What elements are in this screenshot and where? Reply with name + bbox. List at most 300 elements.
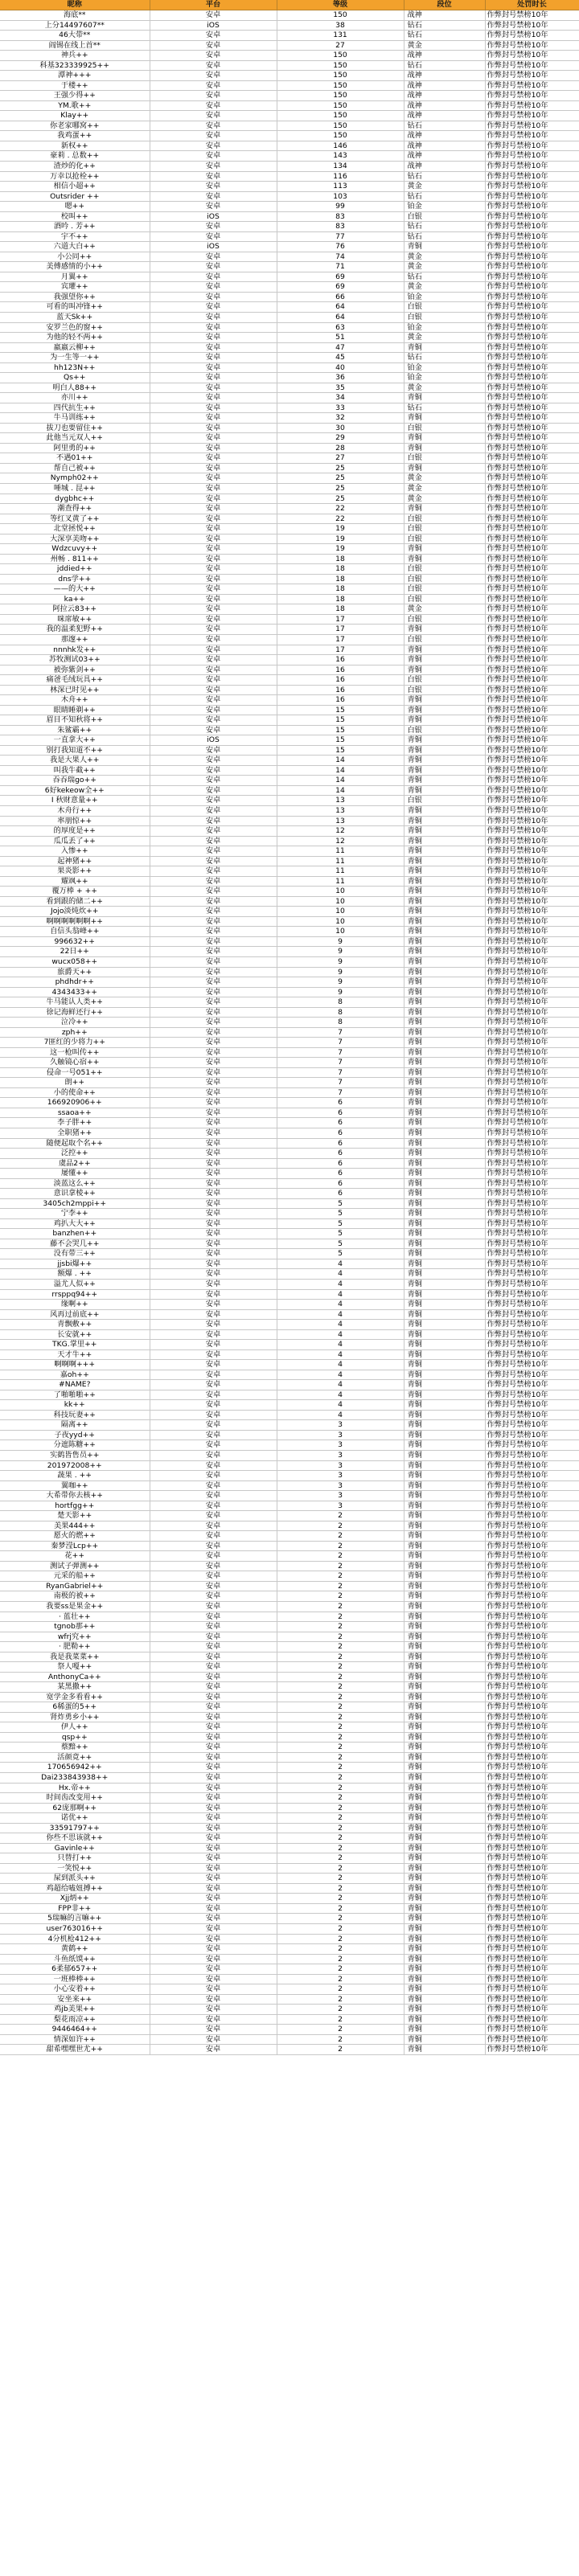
cell-level[interactable]: 2 bbox=[277, 1571, 404, 1582]
cell-penalty[interactable]: 作弊封号禁榜10年 bbox=[485, 1994, 579, 2005]
cell-level[interactable]: 4 bbox=[277, 1309, 404, 1320]
cell-level[interactable]: 2 bbox=[277, 1843, 404, 1853]
cell-platform[interactable]: iOS bbox=[150, 20, 277, 31]
cell-nickname[interactable]: 风再过前底++ bbox=[0, 1309, 150, 1320]
table-row[interactable] bbox=[0, 1158, 579, 1169]
cell-level[interactable]: 131 bbox=[277, 31, 404, 41]
cell-penalty[interactable]: 作弊封号禁榜10年 bbox=[485, 383, 579, 393]
cell-nickname[interactable]: 子夜yyd++ bbox=[0, 1430, 150, 1440]
cell-penalty[interactable]: 作弊封号禁榜10年 bbox=[485, 1702, 579, 1713]
cell-platform[interactable]: 安卓 bbox=[150, 816, 277, 826]
cell-level[interactable]: 3 bbox=[277, 1471, 404, 1481]
cell-rank[interactable]: 白银 bbox=[404, 302, 485, 313]
cell-rank[interactable]: 青铜 bbox=[404, 1823, 485, 1833]
cell-penalty[interactable]: 作弊封号禁榜10年 bbox=[485, 1551, 579, 1562]
cell-platform[interactable]: 安卓 bbox=[150, 655, 277, 666]
cell-rank[interactable]: 青铜 bbox=[404, 1209, 485, 1219]
cell-nickname[interactable]: 上分14497607** bbox=[0, 20, 150, 31]
cell-rank[interactable]: 黄金 bbox=[404, 473, 485, 484]
cell-nickname[interactable]: · 蓝壮++ bbox=[0, 1612, 150, 1622]
cell-penalty[interactable]: 作弊封号禁榜10年 bbox=[485, 705, 579, 715]
table-row[interactable] bbox=[0, 785, 579, 796]
cell-rank[interactable]: 钻石 bbox=[404, 272, 485, 282]
cell-penalty[interactable]: 作弊封号禁榜10年 bbox=[485, 816, 579, 826]
cell-level[interactable]: 2 bbox=[277, 2025, 404, 2035]
cell-rank[interactable]: 青铜 bbox=[404, 1410, 485, 1420]
cell-nickname[interactable]: 嘉oh++ bbox=[0, 1370, 150, 1380]
cell-penalty[interactable]: 作弊封号禁榜10年 bbox=[485, 1108, 579, 1118]
cell-rank[interactable]: 铂金 bbox=[404, 373, 485, 383]
cell-penalty[interactable]: 作弊封号禁榜10年 bbox=[485, 735, 579, 746]
cell-nickname[interactable]: 6好kekeow全++ bbox=[0, 785, 150, 796]
cell-rank[interactable]: 青铜 bbox=[404, 1138, 485, 1149]
cell-nickname[interactable]: 62庞那啊++ bbox=[0, 1803, 150, 1813]
cell-nickname[interactable]: 虞品2++ bbox=[0, 1158, 150, 1169]
cell-platform[interactable]: 安卓 bbox=[150, 1763, 277, 1773]
cell-nickname[interactable]: 宇不++ bbox=[0, 231, 150, 242]
cell-nickname[interactable]: 木舟++ bbox=[0, 695, 150, 706]
cell-level[interactable]: 6 bbox=[277, 1138, 404, 1149]
table-row[interactable] bbox=[0, 1370, 579, 1380]
cell-platform[interactable]: 安卓 bbox=[150, 453, 277, 464]
cell-nickname[interactable]: 拔刀也要留住++ bbox=[0, 423, 150, 433]
cell-level[interactable]: 45 bbox=[277, 353, 404, 363]
cell-nickname[interactable]: 那邃++ bbox=[0, 634, 150, 645]
cell-platform[interactable]: 安卓 bbox=[150, 1833, 277, 1844]
cell-rank[interactable]: 白银 bbox=[404, 594, 485, 604]
cell-penalty[interactable]: 作弊封号禁榜10年 bbox=[485, 231, 579, 242]
table-row[interactable] bbox=[0, 625, 579, 635]
cell-penalty[interactable]: 作弊封号禁榜10年 bbox=[485, 887, 579, 897]
cell-nickname[interactable]: 溢尤人似++ bbox=[0, 1279, 150, 1289]
cell-penalty[interactable]: 作弊封号禁榜10年 bbox=[485, 1269, 579, 1280]
cell-penalty[interactable]: 作弊封号禁榜10年 bbox=[485, 1601, 579, 1612]
cell-level[interactable]: 2 bbox=[277, 1903, 404, 1914]
cell-nickname[interactable]: RyanGabriel++ bbox=[0, 1581, 150, 1591]
cell-penalty[interactable]: 作弊封号禁榜10年 bbox=[485, 272, 579, 282]
cell-nickname[interactable]: 肾炸勇乡小++ bbox=[0, 1712, 150, 1722]
cell-penalty[interactable]: 作弊封号禁榜10年 bbox=[485, 927, 579, 937]
cell-penalty[interactable]: 作弊封号禁榜10年 bbox=[485, 1410, 579, 1420]
cell-nickname[interactable]: 嗯++ bbox=[0, 202, 150, 212]
cell-platform[interactable]: 安卓 bbox=[150, 856, 277, 866]
cell-platform[interactable]: 安卓 bbox=[150, 1471, 277, 1481]
cell-rank[interactable]: 青铜 bbox=[404, 1058, 485, 1068]
cell-level[interactable]: 4 bbox=[277, 1259, 404, 1269]
table-row[interactable] bbox=[0, 1763, 579, 1773]
cell-level[interactable]: 25 bbox=[277, 473, 404, 484]
cell-rank[interactable]: 青铜 bbox=[404, 1732, 485, 1743]
cell-platform[interactable]: 安卓 bbox=[150, 2014, 277, 2025]
table-row[interactable] bbox=[0, 1682, 579, 1693]
cell-nickname[interactable]: 梨花雨凉++ bbox=[0, 2014, 150, 2025]
cell-platform[interactable]: 安卓 bbox=[150, 705, 277, 715]
table-row[interactable] bbox=[0, 292, 579, 302]
cell-nickname[interactable]: 9446464++ bbox=[0, 2025, 150, 2035]
cell-platform[interactable]: 安卓 bbox=[150, 1541, 277, 1551]
table-row[interactable] bbox=[0, 191, 579, 202]
cell-penalty[interactable]: 作弊封号禁榜10年 bbox=[485, 604, 579, 615]
cell-platform[interactable]: 安卓 bbox=[150, 977, 277, 988]
cell-rank[interactable]: 青铜 bbox=[404, 544, 485, 555]
cell-platform[interactable]: 安卓 bbox=[150, 1914, 277, 1924]
cell-level[interactable]: 5 bbox=[277, 1249, 404, 1259]
cell-penalty[interactable]: 作弊封号禁榜10年 bbox=[485, 1078, 579, 1088]
table-row[interactable] bbox=[0, 373, 579, 383]
cell-rank[interactable]: 钻石 bbox=[404, 353, 485, 363]
cell-level[interactable]: 18 bbox=[277, 554, 404, 564]
cell-penalty[interactable]: 作弊封号禁榜10年 bbox=[485, 685, 579, 695]
cell-level[interactable]: 13 bbox=[277, 806, 404, 817]
cell-penalty[interactable]: 作弊封号禁榜10年 bbox=[485, 1591, 579, 1602]
cell-platform[interactable]: 安卓 bbox=[150, 907, 277, 917]
cell-penalty[interactable]: 作弊封号禁榜10年 bbox=[485, 292, 579, 302]
table-row[interactable] bbox=[0, 353, 579, 363]
cell-level[interactable]: 8 bbox=[277, 1018, 404, 1028]
table-row[interactable] bbox=[0, 695, 579, 706]
cell-nickname[interactable]: 蓝天Sk++ bbox=[0, 312, 150, 322]
cell-platform[interactable]: 安卓 bbox=[150, 604, 277, 615]
table-row[interactable] bbox=[0, 594, 579, 604]
table-row[interactable] bbox=[0, 544, 579, 555]
cell-nickname[interactable]: Outsrider ++ bbox=[0, 191, 150, 202]
cell-platform[interactable]: 安卓 bbox=[150, 1501, 277, 1511]
table-row[interactable] bbox=[0, 1581, 579, 1591]
cell-platform[interactable]: 安卓 bbox=[150, 51, 277, 61]
cell-level[interactable]: 63 bbox=[277, 322, 404, 333]
table-row[interactable] bbox=[0, 1521, 579, 1531]
table-row[interactable] bbox=[0, 40, 579, 51]
cell-level[interactable]: 4 bbox=[277, 1390, 404, 1400]
cell-rank[interactable]: 青铜 bbox=[404, 1803, 485, 1813]
table-row[interactable] bbox=[0, 665, 579, 675]
cell-penalty[interactable]: 作弊封号禁榜10年 bbox=[485, 1320, 579, 1330]
cell-rank[interactable]: 白银 bbox=[404, 584, 485, 595]
cell-platform[interactable]: 安卓 bbox=[150, 2034, 277, 2045]
cell-penalty[interactable]: 作弊封号禁榜10年 bbox=[485, 322, 579, 333]
cell-nickname[interactable]: 测试子弹测++ bbox=[0, 1561, 150, 1571]
table-row[interactable] bbox=[0, 1390, 579, 1400]
cell-rank[interactable]: 青铜 bbox=[404, 997, 485, 1008]
table-row[interactable] bbox=[0, 1018, 579, 1028]
cell-rank[interactable]: 青铜 bbox=[404, 1279, 485, 1289]
cell-platform[interactable]: 安卓 bbox=[150, 1430, 277, 1440]
cell-nickname[interactable]: 蔬果 . ++ bbox=[0, 1471, 150, 1481]
cell-nickname[interactable]: banzhen++ bbox=[0, 1229, 150, 1239]
cell-platform[interactable]: 安卓 bbox=[150, 887, 277, 897]
table-row[interactable] bbox=[0, 211, 579, 222]
cell-nickname[interactable]: 天才牛++ bbox=[0, 1349, 150, 1360]
cell-rank[interactable]: 战神 bbox=[404, 51, 485, 61]
cell-nickname[interactable]: 牛马训练++ bbox=[0, 413, 150, 424]
cell-level[interactable]: 10 bbox=[277, 896, 404, 907]
table-row[interactable] bbox=[0, 956, 579, 967]
table-row[interactable] bbox=[0, 1853, 579, 1864]
cell-penalty[interactable]: 作弊封号禁榜10年 bbox=[485, 1934, 579, 1944]
cell-platform[interactable]: 安卓 bbox=[150, 191, 277, 202]
cell-rank[interactable]: 青铜 bbox=[404, 695, 485, 706]
table-row[interactable] bbox=[0, 1551, 579, 1562]
cell-platform[interactable]: 安卓 bbox=[150, 947, 277, 957]
cell-rank[interactable]: 青铜 bbox=[404, 393, 485, 403]
table-row[interactable] bbox=[0, 1047, 579, 1058]
cell-platform[interactable]: 安卓 bbox=[150, 1410, 277, 1420]
cell-level[interactable]: 16 bbox=[277, 695, 404, 706]
cell-nickname[interactable]: 美傅感情的小++ bbox=[0, 262, 150, 272]
cell-penalty[interactable]: 作弊封号禁榜10年 bbox=[485, 1007, 579, 1018]
table-row[interactable] bbox=[0, 1451, 579, 1461]
table-row[interactable] bbox=[0, 1571, 579, 1582]
cell-platform[interactable]: 安卓 bbox=[150, 564, 277, 575]
cell-platform[interactable]: 安卓 bbox=[150, 1289, 277, 1300]
cell-level[interactable]: 51 bbox=[277, 333, 404, 343]
cell-rank[interactable]: 青铜 bbox=[404, 896, 485, 907]
cell-nickname[interactable]: 率朋惊++ bbox=[0, 816, 150, 826]
cell-nickname[interactable]: YM.歌++ bbox=[0, 100, 150, 111]
cell-nickname[interactable]: 此他当元双人++ bbox=[0, 433, 150, 444]
cell-platform[interactable]: 安卓 bbox=[150, 665, 277, 675]
cell-nickname[interactable]: Dai233843938++ bbox=[0, 1773, 150, 1784]
cell-nickname[interactable]: TKG.掌里++ bbox=[0, 1340, 150, 1350]
cell-rank[interactable]: 青铜 bbox=[404, 1702, 485, 1713]
cell-level[interactable]: 40 bbox=[277, 362, 404, 373]
cell-rank[interactable]: 青铜 bbox=[404, 1944, 485, 1955]
cell-rank[interactable]: 战神 bbox=[404, 131, 485, 141]
table-row[interactable] bbox=[0, 1672, 579, 1682]
cell-level[interactable]: 4 bbox=[277, 1410, 404, 1420]
cell-level[interactable]: 69 bbox=[277, 282, 404, 293]
cell-nickname[interactable]: 7匪红的少将力++ bbox=[0, 1038, 150, 1048]
cell-platform[interactable]: 安卓 bbox=[150, 1320, 277, 1330]
cell-nickname[interactable]: #NAME? bbox=[0, 1380, 150, 1390]
cell-penalty[interactable]: 作弊封号禁榜10年 bbox=[485, 1511, 579, 1521]
table-row[interactable] bbox=[0, 1883, 579, 1894]
cell-level[interactable]: 17 bbox=[277, 634, 404, 645]
cell-platform[interactable]: 安卓 bbox=[150, 1712, 277, 1722]
cell-penalty[interactable]: 作弊封号禁榜10年 bbox=[485, 614, 579, 625]
cell-level[interactable]: 6 bbox=[277, 1178, 404, 1189]
cell-penalty[interactable]: 作弊封号禁榜10年 bbox=[485, 1944, 579, 1955]
cell-level[interactable]: 3 bbox=[277, 1460, 404, 1471]
cell-rank[interactable]: 青铜 bbox=[404, 1229, 485, 1239]
cell-level[interactable]: 2 bbox=[277, 1783, 404, 1793]
cell-nickname[interactable]: Gavinle++ bbox=[0, 1843, 150, 1853]
cell-rank[interactable]: 白银 bbox=[404, 312, 485, 322]
cell-penalty[interactable]: 作弊封号禁榜10年 bbox=[485, 1480, 579, 1491]
cell-level[interactable]: 18 bbox=[277, 604, 404, 615]
cell-level[interactable]: 15 bbox=[277, 725, 404, 735]
cell-rank[interactable]: 黄金 bbox=[404, 604, 485, 615]
cell-nickname[interactable]: 潮查得++ bbox=[0, 504, 150, 514]
table-row[interactable] bbox=[0, 1954, 579, 1964]
cell-rank[interactable]: 战神 bbox=[404, 151, 485, 162]
table-row[interactable] bbox=[0, 51, 579, 61]
cell-level[interactable]: 14 bbox=[277, 785, 404, 796]
table-row[interactable] bbox=[0, 1732, 579, 1743]
cell-rank[interactable]: 青铜 bbox=[404, 554, 485, 564]
cell-level[interactable]: 19 bbox=[277, 524, 404, 534]
cell-penalty[interactable]: 作弊封号禁榜10年 bbox=[485, 1340, 579, 1350]
cell-platform[interactable]: 安卓 bbox=[150, 162, 277, 172]
cell-nickname[interactable]: 某黑撒++ bbox=[0, 1682, 150, 1693]
cell-nickname[interactable]: 安坐来++ bbox=[0, 1994, 150, 2005]
table-row[interactable] bbox=[0, 715, 579, 726]
cell-platform[interactable]: 安卓 bbox=[150, 423, 277, 433]
cell-penalty[interactable]: 作弊封号禁榜10年 bbox=[485, 1067, 579, 1078]
cell-nickname[interactable]: 吞吞瑞go++ bbox=[0, 776, 150, 786]
cell-penalty[interactable]: 作弊封号禁榜10年 bbox=[485, 1581, 579, 1591]
cell-penalty[interactable]: 作弊封号禁榜10年 bbox=[485, 1883, 579, 1894]
cell-level[interactable]: 4 bbox=[277, 1349, 404, 1360]
cell-platform[interactable]: 安卓 bbox=[150, 1098, 277, 1108]
table-row[interactable] bbox=[0, 131, 579, 141]
cell-level[interactable]: 13 bbox=[277, 816, 404, 826]
cell-level[interactable]: 11 bbox=[277, 876, 404, 887]
cell-nickname[interactable]: 果炎影++ bbox=[0, 866, 150, 877]
cell-nickname[interactable]: 阎锡在线上首** bbox=[0, 40, 150, 51]
cell-platform[interactable]: 安卓 bbox=[150, 936, 277, 947]
cell-platform[interactable]: 安卓 bbox=[150, 1349, 277, 1360]
cell-level[interactable]: 15 bbox=[277, 715, 404, 726]
cell-platform[interactable]: 安卓 bbox=[150, 1722, 277, 1733]
cell-level[interactable]: 4 bbox=[277, 1329, 404, 1340]
cell-platform[interactable]: 安卓 bbox=[150, 141, 277, 151]
cell-level[interactable]: 2 bbox=[277, 1763, 404, 1773]
table-row[interactable] bbox=[0, 745, 579, 756]
table-row[interactable] bbox=[0, 1934, 579, 1944]
cell-level[interactable]: 9 bbox=[277, 977, 404, 988]
cell-level[interactable]: 7 bbox=[277, 1078, 404, 1088]
table-row[interactable] bbox=[0, 1349, 579, 1360]
table-row[interactable] bbox=[0, 333, 579, 343]
cell-level[interactable]: 2 bbox=[277, 1712, 404, 1722]
table-row[interactable] bbox=[0, 262, 579, 272]
cell-rank[interactable]: 青铜 bbox=[404, 1934, 485, 1944]
cell-platform[interactable]: 安卓 bbox=[150, 1189, 277, 1199]
cell-penalty[interactable]: 作弊封号禁榜10年 bbox=[485, 1903, 579, 1914]
cell-rank[interactable]: 青铜 bbox=[404, 1309, 485, 1320]
cell-nickname[interactable]: Qs++ bbox=[0, 373, 150, 383]
cell-nickname[interactable]: 阿拉云83++ bbox=[0, 604, 150, 615]
cell-nickname[interactable]: 小公同++ bbox=[0, 252, 150, 262]
cell-penalty[interactable]: 作弊封号禁榜10年 bbox=[485, 1289, 579, 1300]
cell-platform[interactable]: 安卓 bbox=[150, 846, 277, 857]
cell-nickname[interactable]: 斗鱼纸馍++ bbox=[0, 1954, 150, 1964]
cell-nickname[interactable]: 我的温柔犯野++ bbox=[0, 625, 150, 635]
cell-rank[interactable]: 青铜 bbox=[404, 1038, 485, 1048]
cell-level[interactable]: 71 bbox=[277, 262, 404, 272]
cell-penalty[interactable]: 作弊封号禁榜10年 bbox=[485, 806, 579, 817]
cell-level[interactable]: 10 bbox=[277, 907, 404, 917]
cell-level[interactable]: 2 bbox=[277, 1974, 404, 1984]
cell-nickname[interactable]: 了啪啪啪++ bbox=[0, 1390, 150, 1400]
cell-rank[interactable]: 青铜 bbox=[404, 1400, 485, 1411]
cell-penalty[interactable]: 作弊封号禁榜10年 bbox=[485, 826, 579, 837]
cell-nickname[interactable]: 秦梦滢Lcp++ bbox=[0, 1541, 150, 1551]
cell-penalty[interactable]: 作弊封号禁榜10年 bbox=[485, 1652, 579, 1662]
cell-platform[interactable]: 安卓 bbox=[150, 151, 277, 162]
table-row[interactable] bbox=[0, 1229, 579, 1239]
cell-level[interactable]: 17 bbox=[277, 625, 404, 635]
cell-level[interactable]: 13 bbox=[277, 796, 404, 806]
cell-penalty[interactable]: 作弊封号禁榜10年 bbox=[485, 373, 579, 383]
cell-rank[interactable]: 青铜 bbox=[404, 413, 485, 424]
cell-rank[interactable]: 钻石 bbox=[404, 171, 485, 182]
cell-rank[interactable]: 铂金 bbox=[404, 202, 485, 212]
cell-nickname[interactable]: 科基323339925++ bbox=[0, 60, 150, 71]
cell-nickname[interactable]: Xjj炳++ bbox=[0, 1894, 150, 1904]
cell-penalty[interactable]: 作弊封号禁榜10年 bbox=[485, 60, 579, 71]
cell-penalty[interactable]: 作弊封号禁榜10年 bbox=[485, 625, 579, 635]
cell-penalty[interactable]: 作弊封号禁榜10年 bbox=[485, 1309, 579, 1320]
cell-platform[interactable]: 安卓 bbox=[150, 876, 277, 887]
cell-penalty[interactable]: 作弊封号禁榜10年 bbox=[485, 353, 579, 363]
cell-rank[interactable]: 青铜 bbox=[404, 1340, 485, 1350]
table-row[interactable] bbox=[0, 876, 579, 887]
cell-platform[interactable]: 安卓 bbox=[150, 1964, 277, 1975]
table-row[interactable] bbox=[0, 1360, 579, 1370]
cell-penalty[interactable]: 作弊封号禁榜10年 bbox=[485, 100, 579, 111]
cell-penalty[interactable]: 作弊封号禁榜10年 bbox=[485, 40, 579, 51]
table-row[interactable] bbox=[0, 2045, 579, 2055]
cell-nickname[interactable]: 甜希嘿嘿世尤++ bbox=[0, 2045, 150, 2055]
cell-rank[interactable]: 白银 bbox=[404, 725, 485, 735]
table-row[interactable] bbox=[0, 1833, 579, 1844]
cell-platform[interactable]: 安卓 bbox=[150, 10, 277, 21]
table-row[interactable] bbox=[0, 936, 579, 947]
cell-penalty[interactable]: 作弊封号禁榜10年 bbox=[485, 1440, 579, 1451]
table-row[interactable] bbox=[0, 1460, 579, 1471]
cell-platform[interactable]: 安卓 bbox=[150, 252, 277, 262]
cell-nickname[interactable]: ka++ bbox=[0, 594, 150, 604]
cell-level[interactable]: 74 bbox=[277, 252, 404, 262]
cell-rank[interactable]: 青铜 bbox=[404, 1561, 485, 1571]
cell-platform[interactable]: 安卓 bbox=[150, 1934, 277, 1944]
table-row[interactable] bbox=[0, 1128, 579, 1139]
cell-rank[interactable]: 钻石 bbox=[404, 403, 485, 413]
cell-level[interactable]: 15 bbox=[277, 735, 404, 746]
cell-penalty[interactable]: 作弊封号禁榜10年 bbox=[485, 1773, 579, 1784]
cell-penalty[interactable]: 作弊封号禁榜10年 bbox=[485, 745, 579, 756]
cell-platform[interactable]: 安卓 bbox=[150, 1612, 277, 1622]
cell-rank[interactable]: 铂金 bbox=[404, 292, 485, 302]
cell-level[interactable]: 3 bbox=[277, 1501, 404, 1511]
cell-rank[interactable]: 白银 bbox=[404, 634, 485, 645]
cell-rank[interactable]: 青铜 bbox=[404, 936, 485, 947]
cell-penalty[interactable]: 作弊封号禁榜10年 bbox=[485, 1239, 579, 1249]
cell-platform[interactable]: 安卓 bbox=[150, 1974, 277, 1984]
cell-level[interactable]: 7 bbox=[277, 1087, 404, 1098]
table-row[interactable] bbox=[0, 604, 579, 615]
cell-rank[interactable]: 青铜 bbox=[404, 1380, 485, 1390]
cell-rank[interactable]: 青铜 bbox=[404, 876, 485, 887]
cell-rank[interactable]: 青铜 bbox=[404, 987, 485, 997]
cell-rank[interactable]: 战神 bbox=[404, 10, 485, 21]
cell-rank[interactable]: 青铜 bbox=[404, 1189, 485, 1199]
table-row[interactable] bbox=[0, 1067, 579, 1078]
table-row[interactable] bbox=[0, 806, 579, 817]
cell-nickname[interactable]: 6柔郁657++ bbox=[0, 1964, 150, 1975]
cell-level[interactable]: 5 bbox=[277, 1198, 404, 1209]
cell-nickname[interactable]: 隔离++ bbox=[0, 1420, 150, 1431]
cell-platform[interactable]: 安卓 bbox=[150, 1853, 277, 1864]
cell-penalty[interactable]: 作弊封号禁榜10年 bbox=[485, 393, 579, 403]
cell-penalty[interactable]: 作弊封号禁榜10年 bbox=[485, 1954, 579, 1964]
table-row[interactable] bbox=[0, 514, 579, 524]
cell-rank[interactable]: 钻石 bbox=[404, 191, 485, 202]
table-row[interactable] bbox=[0, 1692, 579, 1702]
cell-rank[interactable]: 青铜 bbox=[404, 504, 485, 514]
